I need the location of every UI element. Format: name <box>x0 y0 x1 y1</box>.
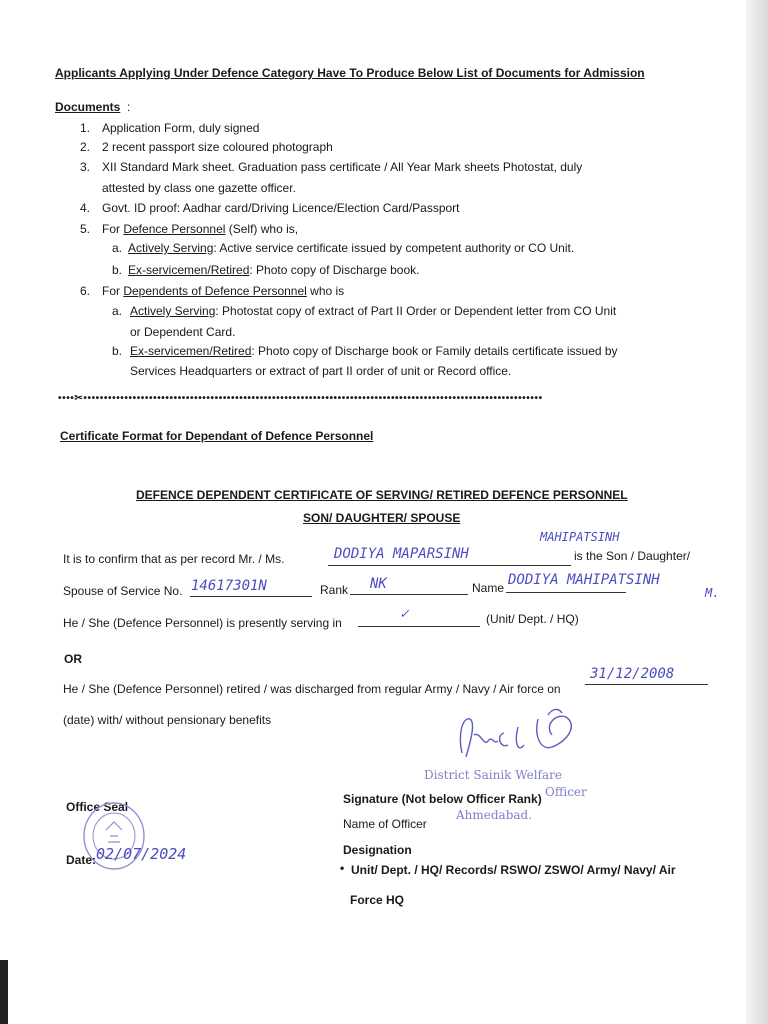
signature-label: Signature (Not below Officer Rank) <box>343 792 542 806</box>
designation-options-continued: Force HQ <box>350 893 405 907</box>
signature-scribble <box>448 705 608 767</box>
item-text: For Dependents of Defence Personnel who is <box>102 284 345 298</box>
item-number: 4. <box>80 201 91 215</box>
name-label: Name <box>472 581 505 595</box>
handwritten-discharge-date: 31/12/2008 <box>590 666 675 682</box>
sub-letter: b. <box>112 263 123 277</box>
bullet-dot: • <box>340 861 345 875</box>
item-text-continued: attested by class one gazette officer. <box>102 181 296 195</box>
sub-letter: a. <box>112 241 123 255</box>
spouse-label: Spouse of Service No. <box>63 584 183 598</box>
form-line3: He / She (Defence Personnel) is presently serving in <box>63 616 342 630</box>
name-of-officer-label: Name of Officer <box>343 817 427 831</box>
sub-text-continued: or Dependent Card. <box>130 325 236 339</box>
page-edge-dark <box>0 960 8 1024</box>
certificate-format-title: Certificate Format for Dependant of Defence Personnel <box>60 429 374 443</box>
certificate-title: DEFENCE DEPENDENT CERTIFICATE OF SERVING/ RETIRED DEFENCE PERSONNEL <box>136 488 628 502</box>
form-line5: (date) with/ without pensionary benefits <box>63 713 272 727</box>
item-number: 3. <box>80 160 91 174</box>
page-heading: Applicants Applying Under Defence Category Have To Produce Below List of Documents for Admission <box>55 66 645 80</box>
item-text: Govt. ID proof: Aadhar card/Driving Licence/Election Card/Passport <box>102 201 460 215</box>
sub-letter: b. <box>112 344 123 358</box>
handwritten-father-name: MAHIPATSINH <box>540 530 620 544</box>
or-separator: OR <box>64 652 82 666</box>
item-text: XII Standard Mark sheet. Graduation pass certificate / All Year Mark sheets Photostat, duly <box>102 160 583 174</box>
service-no-blank <box>190 596 312 597</box>
serving-in-blank <box>358 626 480 627</box>
documents-label: Documents <box>55 100 121 114</box>
item-number: 2. <box>80 140 91 154</box>
handwritten-name: DODIYA MAPARSINH <box>334 546 469 562</box>
item-text: For Defence Personnel (Self) who is, <box>102 222 299 236</box>
form-line1-suffix: is the Son / Daughter/ <box>574 549 691 563</box>
item-text: 2 recent passport size coloured photograph <box>102 140 333 154</box>
form-line4: He / She (Defence Personnel) retired / was discharged from regular Army / Navy / Air force on <box>63 682 561 696</box>
designation-label: Designation <box>343 843 412 857</box>
rank-label: Rank <box>320 583 349 597</box>
handwritten-person-name: DODIYA MAHIPATSINH <box>508 572 660 588</box>
item-number: 1. <box>80 121 91 135</box>
sub-text: Ex-servicemen/Retired: Photo copy of Discharge book or Family details certificate issued by <box>130 344 618 358</box>
sub-text: Actively Serving: Active service certificate issued by competent authority or CO Unit. <box>128 241 575 255</box>
office-seal-label: Office Seal <box>66 800 129 814</box>
colon: : <box>127 100 131 114</box>
date-blank <box>585 684 708 685</box>
sub-letter: a. <box>112 304 123 318</box>
item-text: Application Form, duly signed <box>102 121 260 135</box>
item-number: 6. <box>80 284 91 298</box>
handwritten-tick: ✓ <box>400 606 409 622</box>
handwritten-rank: NK <box>370 576 387 592</box>
form-line1-prefix: It is to confirm that as per record Mr. / Ms. <box>63 552 285 566</box>
sub-text: Actively Serving: Photostat copy of extract of Part II Order or Dependent letter from CO Unit <box>130 304 617 318</box>
rank-blank <box>350 594 468 595</box>
stamp-text: Officer <box>545 785 587 799</box>
form-line3-suffix: (Unit/ Dept. / HQ) <box>486 612 579 626</box>
cut-line: ••••✂•••••••••••••••••••••••••••••••••••••••••••••••••••••••••••••••••••••••••••••••••••••••••••••••••••••••••••••••• <box>58 393 543 404</box>
handwritten-stamp-date: 02/07/2024 <box>96 845 187 863</box>
date-label: Date: <box>66 853 97 867</box>
handwritten-initial: M. <box>705 586 720 600</box>
name-blank <box>328 565 571 566</box>
certificate-subtitle: SON/ DAUGHTER/ SPOUSE <box>303 511 461 525</box>
stamp-text: District Sainik Welfare <box>424 768 562 782</box>
designation-options: Unit/ Dept. / HQ/ Records/ RSWO/ ZSWO/ Army/ Navy/ Air <box>351 863 676 877</box>
item-number: 5. <box>80 222 91 236</box>
handwritten-service-no: 14617301N <box>191 578 267 594</box>
sub-text: Ex-servicemen/Retired: Photo copy of Discharge book. <box>128 263 420 277</box>
page-edge-shadow <box>746 0 768 1024</box>
stamp-text: Ahmedabad. <box>456 808 533 822</box>
person-name-blank <box>506 592 626 593</box>
sub-text-continued: Services Headquarters or extract of part II order of unit or Record office. <box>130 364 512 378</box>
